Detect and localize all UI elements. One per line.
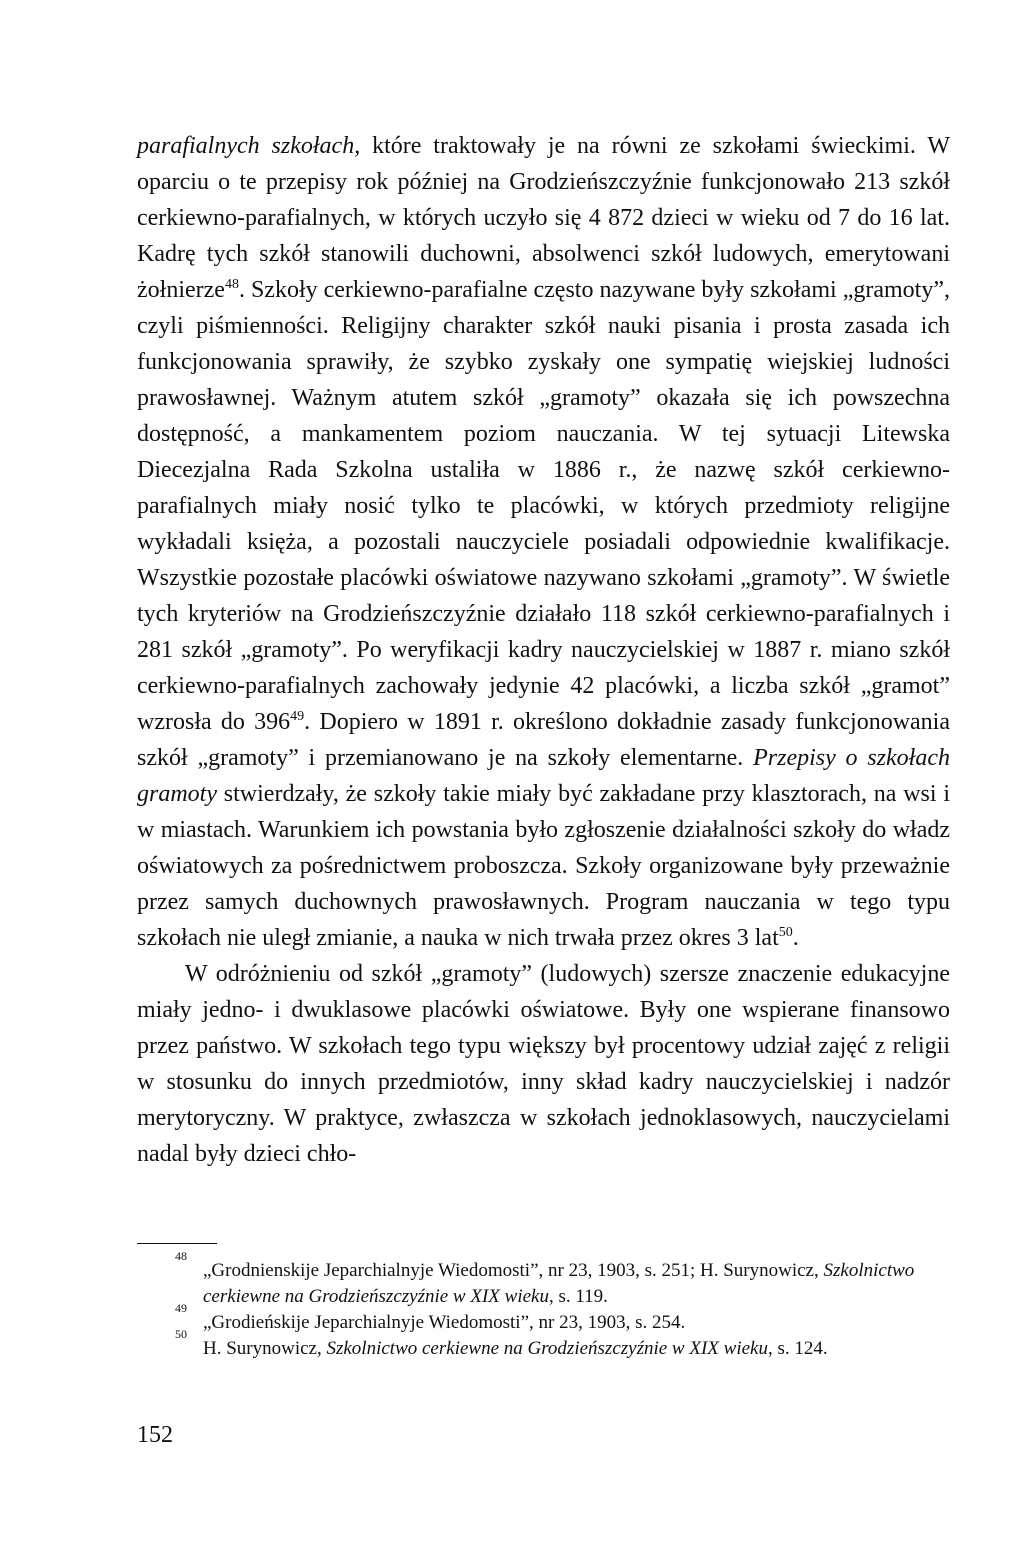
text-run: stwierdzały, że szkoły takie miały być zakładane przy klasztorach, na wsi i w miastach. Warunkiem ich powstania było zgłoszenie działalności szkoły do władz oświatowych za pośrednictwem proboszcza. Szkoły organizowane były przeważnie przez samych duchownych prawosławnych. Program nauczania w tego typu szkołach nie uległ zmianie, a nauka w nich trwała przez okres 3 lat xyxy=(137,781,950,951)
footnote-49 xyxy=(137,1301,950,1336)
footnote-text: H. Surynowicz, xyxy=(203,1338,327,1359)
footnote-italic-title: Szkolnictwo cerkiewne na Grodzieńszczyźnie w XIX wieku xyxy=(203,1260,915,1307)
footnote-divider xyxy=(137,1243,217,1244)
italic-phrase: parafialnych szkołach, xyxy=(137,133,361,159)
footnote-text: , s. 124. xyxy=(767,1338,828,1359)
footnote-italic-title: Szkolnictwo cerkiewne na Grodzieńszczyźnie w XIX wieku xyxy=(326,1338,768,1359)
paragraph-2: W odróżnieniu od szkół „gramoty” (ludowych) szersze znaczenie edukacyjne miały jedno- i dwuklasowe placówki oświatowe. Były one wspierane finansowo przez państwo. W szkołach tego typu większy był procentowy udział zajęć z religii w stosunku do innych przedmiotów, inny skład kadry nauczycielskiej i nadzór merytoryczny. W praktyce, zwłaszcza w szkołach jednoklasowych, nauczycielami nadal były dzieci chło- xyxy=(137,961,950,1167)
page-number: 152 xyxy=(137,1422,173,1448)
footnote-text: „Grodieńskije Jeparchialnyje Wiedomosti”, nr 23, 1903, s. 254. xyxy=(203,1312,686,1333)
footnotes xyxy=(137,1249,950,1362)
footnote-number: 50 xyxy=(175,1327,187,1341)
paragraph-1 xyxy=(137,128,950,956)
text-run: które traktowały je na równi ze szkołami świeckimi. W oparciu o te przepisy rok później na Grodzieńszczyźnie funkcjonowało 213 szkół cerkiewno-parafialnych, w których uczyło się 4 872 dzieci w wieku od 7 do 16 lat. Kadrę tych szkół stanowili duchowni, absolwenci szkół ludowych, emerytowani żołnierze xyxy=(137,133,950,303)
italic-title: Przepisy o szkołach gramoty xyxy=(137,745,950,807)
footnote-50 xyxy=(137,1327,950,1362)
main-text xyxy=(137,128,950,1172)
footnote-number: 49 xyxy=(175,1301,187,1315)
footnote-number: 48 xyxy=(175,1249,187,1263)
footnote-ref-49[interactable]: 49 xyxy=(290,709,305,724)
text-run: . Dopiero w 1891 r. określono dokładnie zasady funkcjonowania szkół „gramoty” i przemianowano je na szkoły elementarne. xyxy=(137,709,950,771)
footnote-text: , s. 119. xyxy=(548,1286,608,1307)
footnote-ref-48[interactable]: 48 xyxy=(224,277,239,292)
text-run: . Szkoły cerkiewno-parafialne często nazywane były szkołami „gramoty”, czyli piśmienności. Religijny charakter szkół nauki pisania i prosta zasada ich funkcjonowania sprawiły, że szybko zyskały one sympatię wiejskiej ludności prawosławnej. Ważnym atutem szkół „gramoty” okazała się ich powszechna dostępność, a mankamentem poziom nauczania. W tej sytuacji Litewska Diecezjalna Rada Szkolna ustaliła w 1886 r., że nazwę szkół cerkiewno-parafialnych miały nosić tylko te placówki, w których przedmioty religijne wykładali księża, a pozostali nauczyciele posiadali odpowiednie kwalifikacje. Wszystkie pozostałe placówki oświatowe nazywano szkołami „gramoty”. W świetle tych kryteriów na Grodzieńszczyźnie działało 118 szkół cerkiewno-parafialnych i 281 szkół „gramoty”. Po weryfikacji kadry nauczycielskiej w 1887 r. miano szkół cerkiewno-parafialnych zachowały jedynie 42 placówki, a liczba szkół „gramot” wzrosła do 396 xyxy=(137,277,950,735)
footnote-text: „Grodnienskije Jeparchialnyje Wiedomosti”, nr 23, 1903, s. 251; H. Surynowicz, xyxy=(203,1260,824,1281)
text-run: . xyxy=(792,925,799,951)
footnote-48 xyxy=(137,1249,950,1310)
footnote-ref-50[interactable]: 50 xyxy=(778,925,793,940)
